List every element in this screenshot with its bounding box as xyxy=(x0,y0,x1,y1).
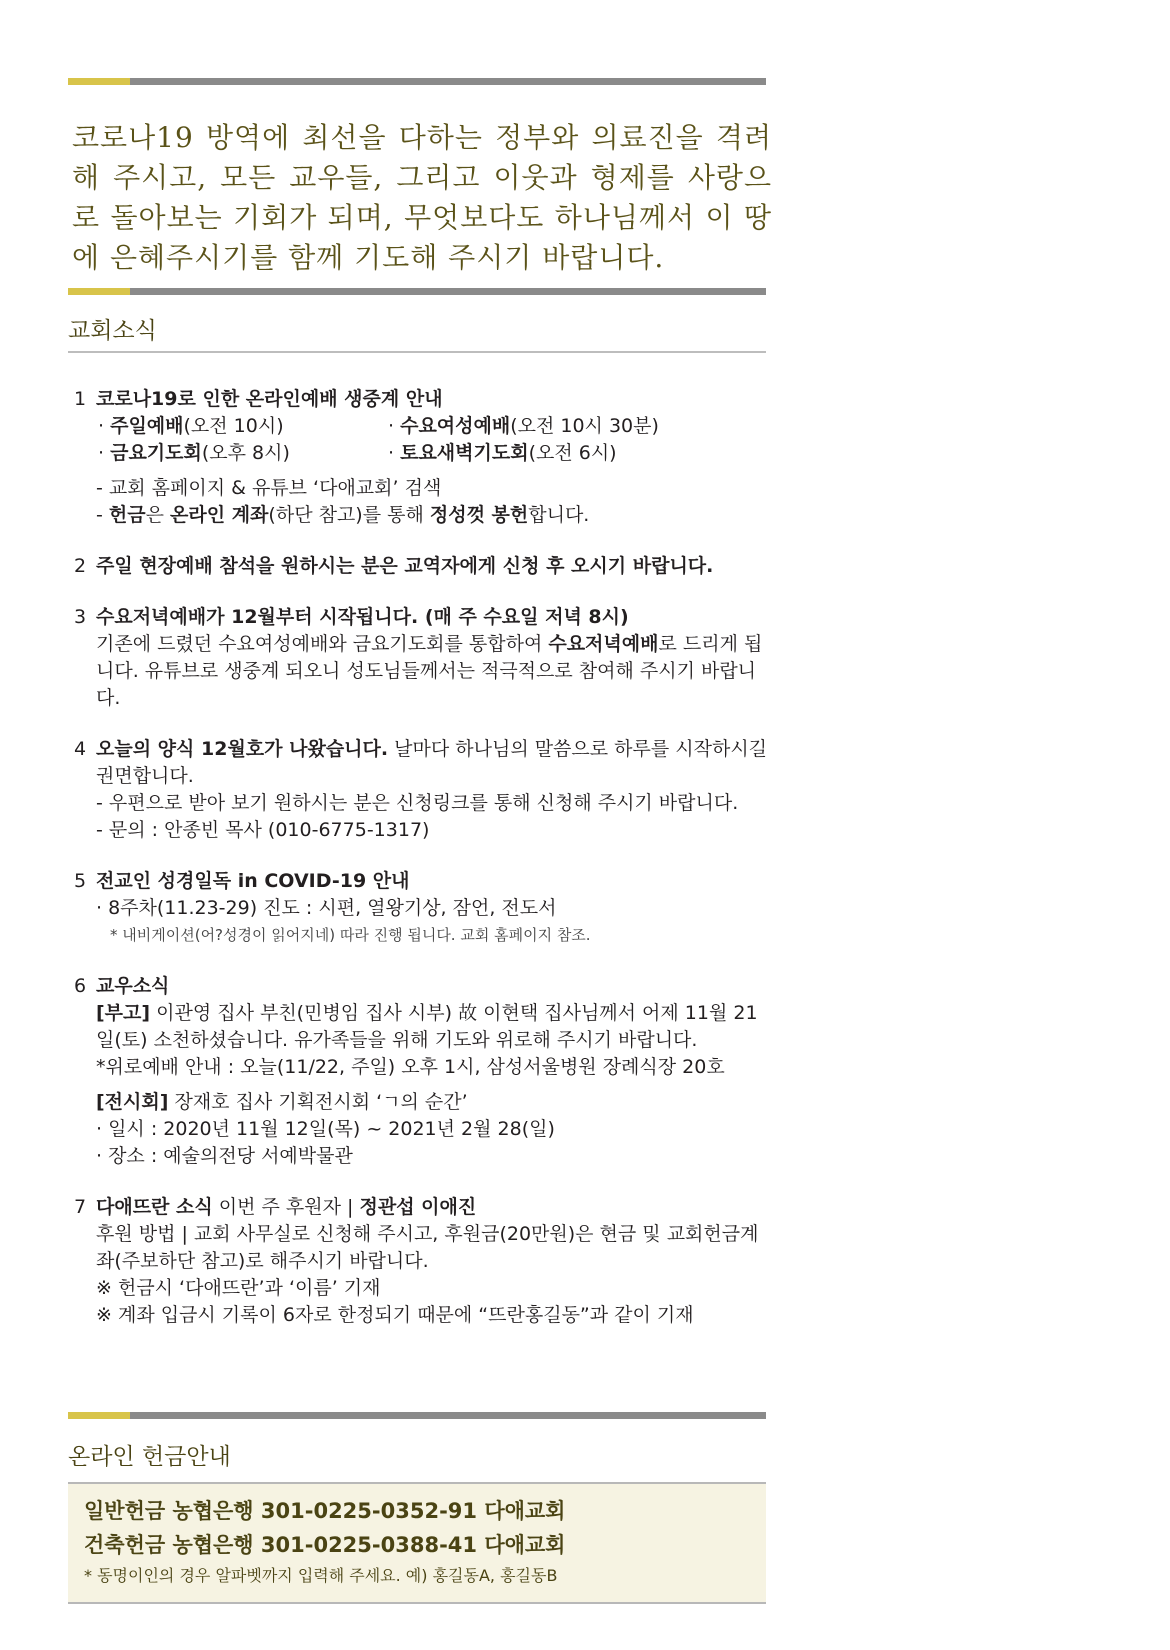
bugo-note: *위로예배 안내 : 오늘(11/22, 주일) 오후 1시, 삼성서울병원 장례식장 20호 xyxy=(96,1056,725,1078)
bullet: · xyxy=(98,442,105,464)
news-item-1 xyxy=(68,386,768,529)
item-number: 7 xyxy=(74,1196,87,1218)
sponsor-names: 정관섭 이애진 xyxy=(359,1196,477,1218)
text-part: 헌금 xyxy=(108,504,146,526)
bar-accent xyxy=(68,78,130,85)
building-offering-account: 건축헌금 농협은행 301-0225-0388-41 다애교회 xyxy=(84,1533,566,1557)
exhibit-text xyxy=(96,1089,768,1116)
bugo-text xyxy=(96,1000,768,1054)
item-heading xyxy=(96,1194,768,1221)
news-item-5 xyxy=(68,868,768,949)
bugo-tag: [부고] xyxy=(96,1002,151,1024)
service-name: 주일예배 xyxy=(110,415,184,437)
item-number: 2 xyxy=(74,555,87,577)
item-title: 코로나19로 인한 온라인예배 생중계 안내 xyxy=(96,388,443,410)
item-line: - 문의 : 안종빈 목사 (010-6775-1317) xyxy=(96,819,430,841)
item-body xyxy=(96,736,768,790)
item-number: 5 xyxy=(74,870,87,892)
item-title: 다애뜨란 소식 xyxy=(96,1196,213,1218)
bullet: · xyxy=(98,415,105,437)
item-line: - 교회 홈페이지 & 유튜브 ‘다애교회’ 검색 xyxy=(96,477,442,499)
general-offering-account: 일반헌금 농협은행 301-0225-0352-91 다애교회 xyxy=(84,1499,566,1523)
offering-divider-bar xyxy=(68,1412,766,1419)
text-part: (하단 참고)를 통해 xyxy=(268,504,430,526)
item-title: 교우소식 xyxy=(96,975,170,997)
item-line xyxy=(96,502,768,529)
item-note: ※ 헌금시 ‘다애뜨란’과 ‘이름’ 기재 xyxy=(96,1277,381,1299)
bullet: · xyxy=(388,415,395,437)
service-name: 금요기도회 xyxy=(110,442,202,464)
item-title: 오늘의 양식 12월호가 나왔습니다. xyxy=(96,738,389,760)
exhibit-date: · 일시 : 2020년 11월 12일(목) ~ 2021년 2월 28(일) xyxy=(96,1118,555,1140)
service-time: (오전 10시 30분) xyxy=(510,415,659,437)
text-part: 날마다 하나님의 말씀으로 하루를 시작하시길 권면합니다. xyxy=(96,738,768,787)
item-title: 수요저녁예배가 12월부터 시작됩니다. (매 주 수요일 저녁 8시) xyxy=(96,606,629,628)
text-part: 온라인 계좌 xyxy=(170,504,269,526)
text-part: 로 드리게 됩니다. 유튜브로 생중계 되오니 성도님들께서는 적극적으로 참여해 주시기 바랍니다. xyxy=(96,633,763,709)
news-item-7 xyxy=(68,1194,768,1329)
news-item-2 xyxy=(68,553,768,580)
news-title-rule xyxy=(68,351,766,353)
service-name: 토요새벽기도회 xyxy=(400,442,529,464)
offering-account-box xyxy=(68,1482,766,1604)
item-body: 후원 방법 | 교회 사무실로 신청해 주시고, 후원금(20만원)은 현금 및 교회헌금계좌(주보하단 참고)로 해주시기 바랍니다. xyxy=(96,1223,759,1272)
news-item-6 xyxy=(68,973,768,1170)
news-divider-bar xyxy=(68,288,766,295)
exhibit-place: · 장소 : 예술의전당 서예박물관 xyxy=(96,1145,353,1167)
item-title: 주일 현장예배 참석을 원하시는 분은 교역자에게 신청 후 오시기 바랍니다. xyxy=(96,555,714,577)
offering-section-title: 온라인 헌금안내 xyxy=(68,1444,231,1470)
news-section-title: 교회소식 xyxy=(68,318,157,344)
item-note: * 내비게이션(어?성경이 읽어지네) 따라 진행 됩니다. 교회 홈페이지 참조. xyxy=(110,926,591,944)
text-part: 정성껏 봉헌 xyxy=(429,504,529,526)
text-part: 합니다. xyxy=(528,504,590,526)
service-time: (오전 6시) xyxy=(528,442,617,464)
text-part: 수요저녁예배 xyxy=(548,633,659,655)
offering-note: * 동명이인의 경우 알파벳까지 입력해 주세요. 예) 홍길동A, 홍길동B xyxy=(84,1566,558,1585)
text-part: 이관영 집사 부친(민병임 집사 시부) 故 이현택 집사님께서 어제 11월 21일(토) 소천하셨습니다. 유가족들을 위해 기도와 위로해 주시기 바랍니다. xyxy=(96,1002,758,1051)
prayer-paragraph: 코로나19 방역에 최선을 다하는 정부와 의료진을 격려해 주시고, 모든 교우들, 그리고 이웃과 형제를 사랑으로 돌아보는 기회가 되며, 무엇보다도 하나님께서 이 땅에 은혜주시기를 함께 기도해 주시기 바랍니다. xyxy=(72,121,772,274)
service-time: (오후 8시) xyxy=(201,442,290,464)
text-part: 기존에 드렸던 수요여성예배와 금요기도회를 통합하여 xyxy=(96,633,549,655)
exhibit-tag: [전시회] xyxy=(96,1091,169,1113)
top-divider-bar xyxy=(68,78,766,85)
text-part: - xyxy=(96,504,109,526)
text-part: 장재호 집사 기획전시회 ‘ㄱ의 순간’ xyxy=(168,1091,468,1113)
service-row-1 xyxy=(96,413,768,440)
news-item-4 xyxy=(68,736,768,844)
item-number: 3 xyxy=(74,606,87,628)
service-time: (오전 10시) xyxy=(183,415,284,437)
bar-accent xyxy=(68,1412,130,1419)
item-note: ※ 계좌 입금시 기록이 6자로 한정되기 때문에 “뜨란홍길동”과 같이 기재 xyxy=(96,1304,694,1326)
item-number: 1 xyxy=(74,388,87,410)
item-line: · 8주차(11.23-29) 진도 : 시편, 열왕기상, 잠언, 전도서 xyxy=(96,897,557,919)
news-list xyxy=(68,386,768,1329)
item-body xyxy=(96,631,768,712)
service-row-2 xyxy=(96,440,768,467)
item-number: 4 xyxy=(74,738,87,760)
item-line: - 우편으로 받아 보기 원하시는 분은 신청링크를 통해 신청해 주시기 바랍니다. xyxy=(96,792,739,814)
service-name: 수요여성예배 xyxy=(400,415,511,437)
bar-accent xyxy=(68,288,130,295)
item-number: 6 xyxy=(74,975,87,997)
text-part: 이번 주 후원자 | xyxy=(212,1196,360,1218)
item-title: 전교인 성경일독 in COVID-19 안내 xyxy=(96,870,410,892)
text-part: 은 xyxy=(145,504,171,526)
news-item-3 xyxy=(68,604,768,712)
bullet: · xyxy=(388,442,395,464)
